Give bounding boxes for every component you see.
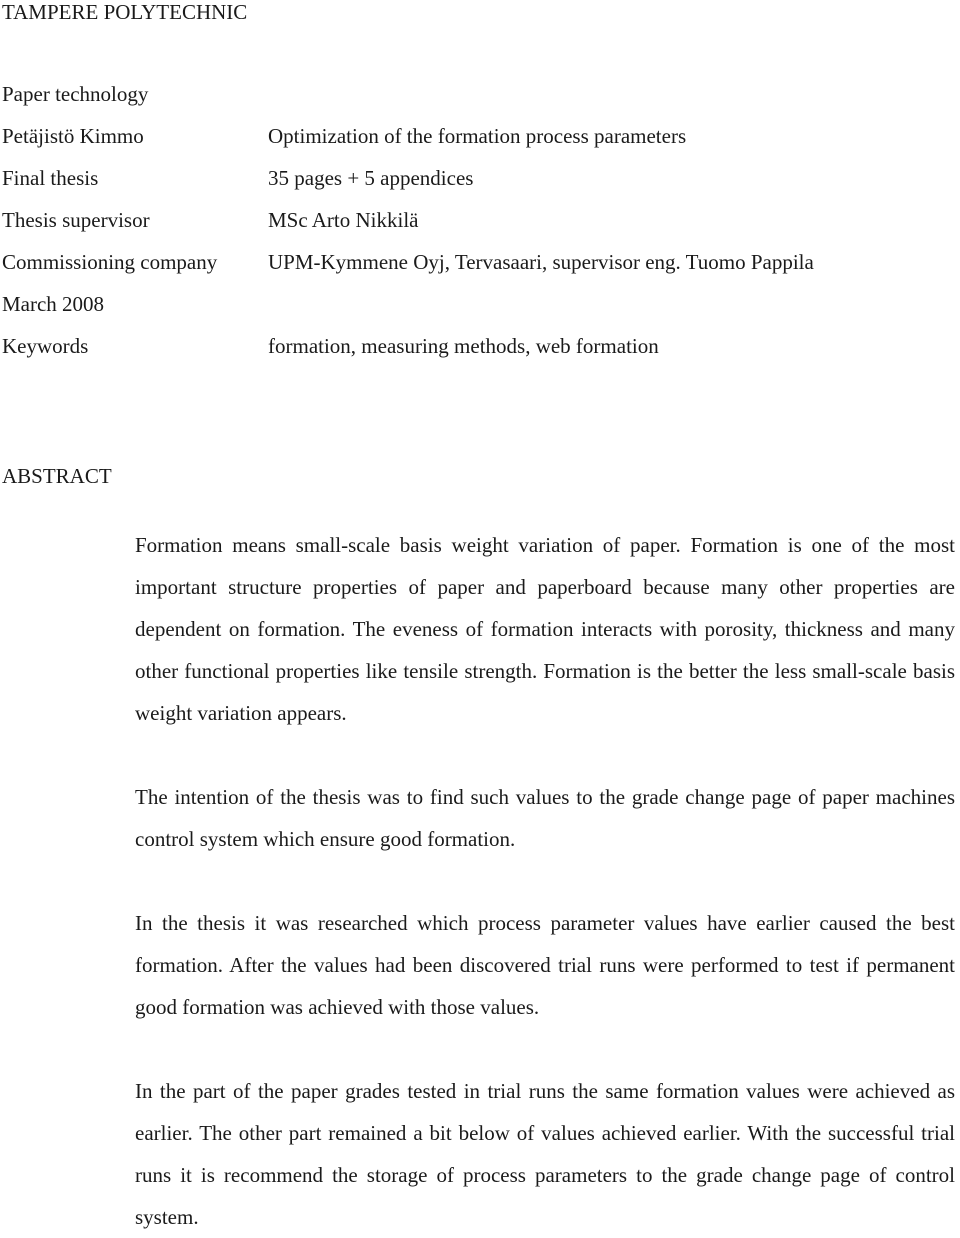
keywords-label: Keywords [2,334,89,358]
abstract-body [135,524,955,1238]
author-label: Petäjistö Kimmo [2,124,144,148]
department: Paper technology [2,82,149,106]
company-label: Commissioning company [2,250,218,274]
thesis-date: March 2008 [2,292,105,316]
page-count: 35 pages + 5 appendices [268,166,474,190]
abstract-paragraph-3: In the thesis it was researched which process parameter values have earlier caused the best formation. After the values had been discovered trial runs were performed to test if permanent good formation was achieved with those values. [135,911,955,1019]
supervisor-name: MSc Arto Nikkilä [268,208,419,232]
abstract-paragraph-4: In the part of the paper grades tested in trial runs the same formation values were achieved as earlier. The other part remained a bit below of values achieved earlier. With the successful trial runs it is recommend the storage of process parameters to the grade change page of control system. [135,1079,955,1229]
institution-name: TAMPERE POLYTECHNIC [2,0,248,24]
company-name: UPM-Kymmene Oyj, Tervasaari, supervisor eng. Tuomo Pappila [268,250,814,274]
abstract-paragraph-1: Formation means small-scale basis weight variation of paper. Formation is one of the most important structure properties of paper and paperboard because many other properties are dependent on formation. The eveness of formation interacts with porosity, thickness and many other functional properties like tensile strength. Formation is the better the less small-scale basis weight variation appears. [135,533,955,725]
keywords-value: formation, measuring methods, web formation [268,334,659,358]
abstract-heading: ABSTRACT [2,464,112,488]
abstract-paragraph-2: The intention of the thesis was to find such values to the grade change page of paper machines control system which ensure good formation. [135,785,955,851]
supervisor-label: Thesis supervisor [2,208,150,232]
thesis-title: Optimization of the formation process parameters [268,124,687,148]
thesis-type-label: Final thesis [2,166,99,190]
